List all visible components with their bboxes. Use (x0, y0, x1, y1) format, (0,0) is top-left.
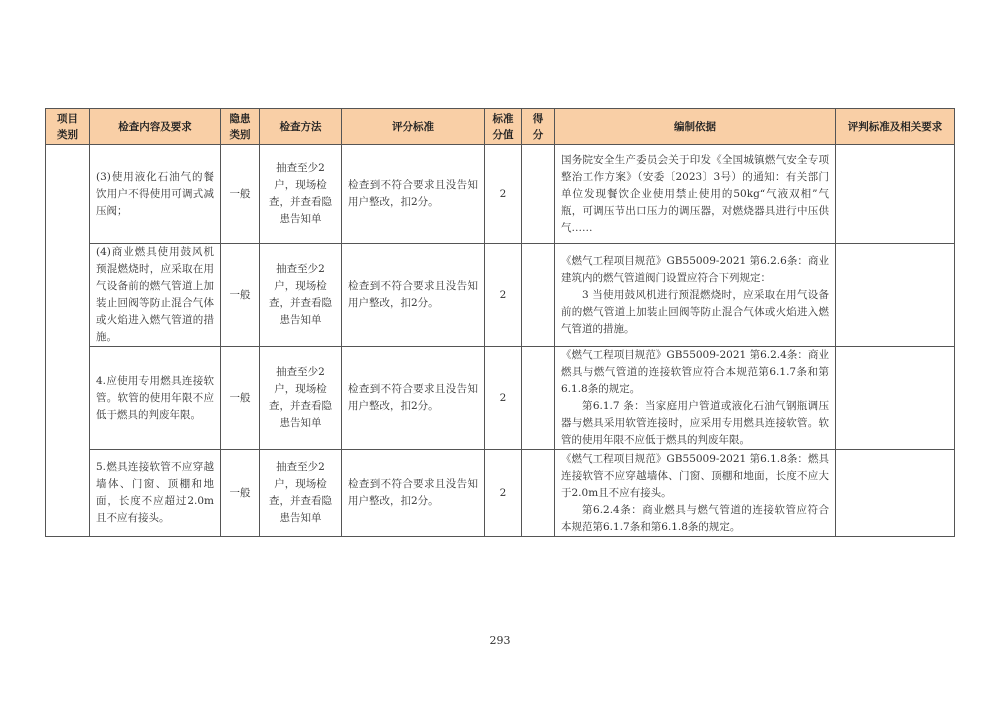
hazard-cell: 一般 (221, 145, 260, 244)
basis-cell (555, 244, 836, 347)
header-judgement: 评判标准及相关要求 (836, 109, 955, 145)
table-row (46, 244, 955, 347)
basis-cell (555, 145, 836, 244)
basis-paragraph: 《燃气工程项目规范》GB55009-2021 第6.1.8条：燃具连接软管不应穿越墙体、门窗、顶棚和地面，长度不应大于2.0m且不应有接头。 (561, 452, 829, 499)
judgement-cell (836, 145, 955, 244)
method-cell: 抽查至少2户，现场检查，并查看隐患告知单 (260, 244, 342, 347)
basis-paragraph: 第6.1.7 条：当家庭用户管道或液化石油气钢瓶调压器与燃具采用软管连接时，应采用专用燃具连接软管。软管的使用年限不应低于燃具的判废年限。 (561, 400, 829, 446)
header-score: 得分 (522, 109, 555, 145)
basis-paragraph: 3 当使用鼓风机进行预混燃烧时，应采取在用气设备前的燃气管道上加装止回阀等防止混合气体或火焰进入燃气管道的措施。 (561, 288, 829, 335)
scoring-cell: 检查到不符合要求且没告知用户整改，扣2分。 (342, 450, 485, 537)
method-cell: 抽查至少2户，现场检查，并查看隐患告知单 (260, 347, 342, 450)
header-basis: 编制依据 (555, 109, 836, 145)
hazard-cell: 一般 (221, 347, 260, 450)
hazard-cell: 一般 (221, 450, 260, 537)
basis-paragraph: 《燃气工程项目规范》GB55009-2021 第6.2.6条：商业建筑内的燃气管道阀门设置应符合下列规定： (561, 254, 829, 284)
content-cell: (4)商业燃具使用鼓风机预混燃烧时，应采取在用气设备前的燃气管道上加装止回阀等防止混合气体或火焰进入燃气管道的措施。 (90, 244, 221, 347)
judgement-cell (836, 244, 955, 347)
table-row (46, 145, 955, 244)
content-cell: 4.应使用专用燃具连接软管。软管的使用年限不应低于燃具的判废年限。 (90, 347, 221, 450)
header-content: 检查内容及要求 (90, 109, 221, 145)
judgement-cell (836, 347, 955, 450)
table-row (46, 347, 955, 450)
score-cell (522, 347, 555, 450)
points-cell: 2 (485, 347, 522, 450)
page-number: 293 (489, 634, 511, 647)
table-header-row (46, 109, 955, 145)
header-hazard: 隐患类别 (221, 109, 260, 145)
method-cell: 抽查至少2户，现场检查，并查看隐患告知单 (260, 450, 342, 537)
points-cell: 2 (485, 244, 522, 347)
basis-cell (555, 347, 836, 450)
table-row (46, 450, 955, 537)
header-method: 检查方法 (260, 109, 342, 145)
scoring-cell: 检查到不符合要求且没告知用户整改，扣2分。 (342, 244, 485, 347)
basis-paragraph: 《燃气工程项目规范》GB55009-2021 第6.2.4条：商业燃具与燃气管道的连接软管应符合本规范第6.1.7条和第6.1.8条的规定。 (561, 349, 829, 395)
scoring-cell: 检查到不符合要求且没告知用户整改，扣2分。 (342, 145, 485, 244)
header-category: 项目类别 (46, 109, 90, 145)
score-cell (522, 244, 555, 347)
score-cell (522, 145, 555, 244)
header-scoring: 评分标准 (342, 109, 485, 145)
scoring-cell: 检查到不符合要求且没告知用户整改，扣2分。 (342, 347, 485, 450)
method-cell: 抽查至少2户，现场检查，并查看隐患告知单 (260, 145, 342, 244)
basis-paragraph: 国务院安全生产委员会关于印发《全国城镇燃气安全专项整治工作方案》（安委〔2023〕3号）的通知：有关部门单位发现餐饮企业使用禁止使用的50kg“气液双相”气瓶，可调压节出口压力的调压器，对燃烧器具进行中压供气…… (561, 153, 829, 234)
hazard-cell: 一般 (221, 244, 260, 347)
basis-paragraph: 第6.2.4条：商业燃具与燃气管道的连接软管应符合本规范第6.1.7条和第6.1.8条的规定。 (561, 503, 829, 533)
category-cell (46, 145, 90, 537)
points-cell: 2 (485, 450, 522, 537)
basis-cell (555, 450, 836, 537)
points-cell: 2 (485, 145, 522, 244)
header-points: 标准分值 (485, 109, 522, 145)
content-cell: (3)使用液化石油气的餐饮用户不得使用可调式减压阀； (90, 145, 221, 244)
inspection-table (45, 108, 955, 537)
judgement-cell (836, 450, 955, 537)
score-cell (522, 450, 555, 537)
content-cell: 5.燃具连接软管不应穿越墙体、门窗、顶棚和地面，长度不应超过2.0m且不应有接头。 (90, 450, 221, 537)
